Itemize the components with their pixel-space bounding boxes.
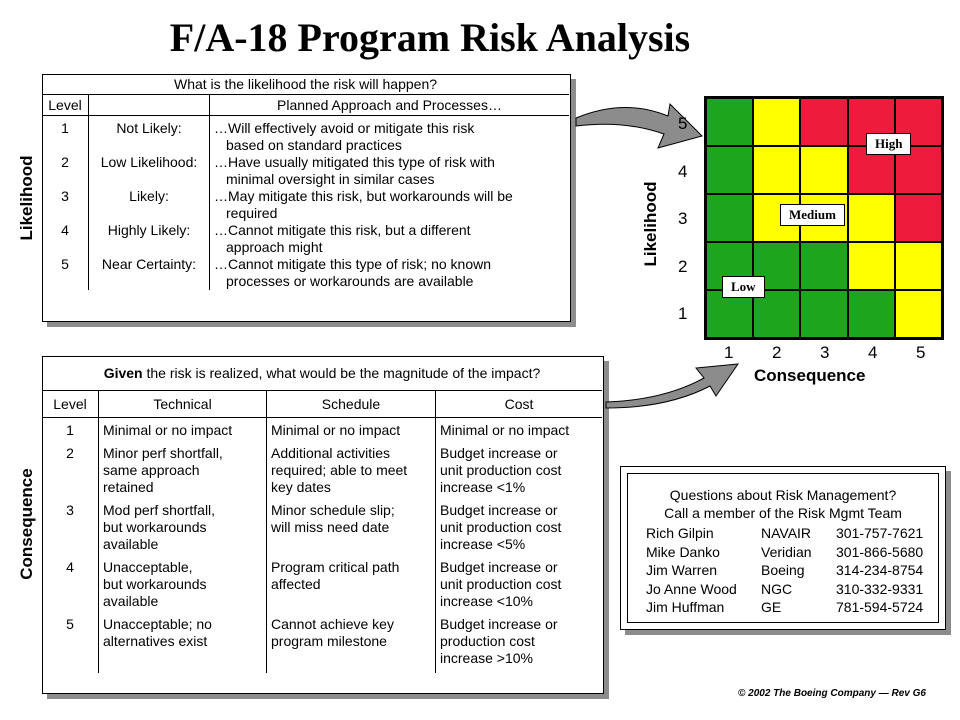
consequence-technical-line: Unacceptable, — [103, 559, 193, 575]
contact-phone: 310-332-9331 — [836, 580, 924, 597]
matrix-cell — [706, 98, 753, 146]
contact-phone: 314-234-8754 — [836, 562, 924, 578]
consequence-schedule-line: key dates — [271, 479, 331, 495]
consequence-cost — [436, 559, 603, 616]
consequence-technical-line: Mod perf shortfall, — [103, 502, 216, 518]
question-given: Given — [103, 364, 143, 381]
consequence-schedule — [267, 445, 436, 502]
consequence-col-schedule: Schedule — [267, 391, 436, 418]
contact-name: Jim Huffman — [646, 599, 725, 615]
likelihood-col-blank — [89, 95, 210, 116]
matrix-cell — [706, 146, 753, 194]
likelihood-name: Likely: — [89, 188, 210, 205]
consequence-technical-line: same approach — [103, 462, 200, 478]
contact-name: Jo Anne Wood — [646, 580, 737, 597]
page-title: F/A-18 Program Risk Analysis — [169, 15, 691, 60]
matrix-cell — [848, 290, 895, 338]
contact-phone: 301-866-5680 — [836, 543, 924, 560]
consequence-cost-line: increase >10% — [440, 650, 534, 666]
contact-org: Boeing — [761, 562, 805, 578]
likelihood-desc-cont: approach might — [226, 239, 323, 255]
matrix-y-label: Likelihood — [641, 181, 660, 267]
consequence-cost — [436, 616, 603, 673]
matrix-cell — [848, 242, 895, 290]
x-tick-label: 1 — [724, 343, 734, 362]
likelihood-row — [42, 171, 569, 188]
consequence-cost-line: production cost — [440, 633, 535, 649]
likelihood-col-approach: Planned Approach and Processes… — [210, 95, 570, 116]
consequence-cost — [436, 445, 603, 502]
consequence-row — [42, 559, 602, 616]
likelihood-desc: …May mitigate this risk, but workarounds will be — [214, 188, 513, 204]
consequence-technical-line: retained — [103, 479, 154, 495]
y-tick-label: 4 — [678, 161, 688, 181]
likelihood-row — [42, 154, 569, 171]
consequence-technical-line: but workarounds — [103, 519, 207, 535]
matrix-cell — [800, 98, 847, 146]
contact-name: Jim Warren — [646, 562, 718, 578]
likelihood-desc: …Cannot mitigate this type of risk; no known — [214, 256, 492, 272]
consequence-schedule-line: affected — [271, 576, 321, 592]
consequence-row — [42, 616, 602, 673]
consequence-technical-line: Minimal or no impact — [103, 422, 233, 438]
contact-line1: Questions about Risk Management? — [669, 487, 897, 503]
consequence-schedule-line: will miss need date — [271, 519, 390, 535]
likelihood-desc: …Have usually mitigated this type of risk with — [214, 154, 495, 170]
likelihood-level: 2 — [42, 154, 89, 171]
likelihood-row — [42, 116, 569, 138]
matrix-label-medium: Medium — [780, 204, 845, 226]
copyright-footer: © 2002 The Boeing Company — Rev G6 — [738, 688, 926, 699]
likelihood-name: Near Certainty: — [89, 256, 210, 273]
consequence-cost-line: unit production cost — [440, 462, 562, 478]
likelihood-row — [42, 222, 569, 239]
consequence-level: 4 — [42, 559, 99, 616]
matrix-cell — [800, 242, 847, 290]
likelihood-row — [42, 188, 569, 205]
consequence-cost-line: Budget increase or — [440, 502, 558, 518]
likelihood-question: What is the likelihood the risk will happen? — [42, 74, 569, 95]
consequence-question — [42, 356, 602, 391]
consequence-level: 1 — [42, 418, 99, 446]
contact-row — [646, 524, 926, 543]
likelihood-desc-cont: minimal oversight in similar cases — [226, 171, 435, 187]
consequence-cost-line: increase <5% — [440, 536, 526, 552]
consequence-row — [42, 502, 602, 559]
likelihood-table — [42, 74, 569, 290]
y-tick-label: 2 — [678, 256, 688, 276]
matrix-cell — [895, 242, 942, 290]
consequence-col-level: Level — [42, 391, 99, 418]
contact-org: GE — [761, 599, 782, 615]
consequence-technical — [99, 445, 267, 502]
contact-org: NAVAIR — [761, 525, 812, 541]
consequence-cost-line: unit production cost — [440, 519, 562, 535]
contact-list — [646, 524, 926, 617]
contact-box-inner — [627, 473, 939, 623]
likelihood-desc-cont: required — [226, 205, 278, 221]
contact-row — [646, 543, 926, 562]
matrix-cell — [753, 98, 800, 146]
y-tick-label: 3 — [678, 209, 688, 228]
consequence-cost-line: unit production cost — [440, 576, 562, 592]
matrix-cell — [895, 194, 942, 242]
consequence-technical — [99, 616, 267, 673]
y-tick-label: 1 — [678, 304, 688, 323]
consequence-level: 2 — [42, 445, 99, 502]
consequence-cost-line: Budget increase or — [440, 445, 558, 461]
consequence-cost-line: Minimal or no impact — [440, 422, 570, 438]
consequence-schedule — [267, 418, 436, 446]
likelihood-name: Highly Likely: — [89, 222, 210, 239]
consequence-cost — [436, 502, 603, 559]
consequence-schedule-line: required; able to meet — [271, 462, 408, 478]
likelihood-row — [42, 239, 569, 256]
consequence-cost-line: Budget increase or — [440, 616, 558, 632]
consequence-schedule — [267, 616, 436, 673]
likelihood-row — [42, 137, 569, 154]
contact-name: Mike Danko — [646, 543, 720, 560]
consequence-schedule-line: Additional activities — [271, 445, 391, 461]
likelihood-side-label: Likelihood — [17, 155, 36, 241]
consequence-technical-line: available — [103, 536, 159, 552]
arrow-from-consequence-icon — [604, 356, 740, 412]
consequence-schedule-line: Program critical path — [271, 559, 400, 575]
consequence-schedule — [267, 502, 436, 559]
contact-box — [620, 466, 946, 630]
consequence-cost-line: Budget increase or — [440, 559, 558, 575]
matrix-cell — [848, 194, 895, 242]
consequence-level: 5 — [42, 616, 99, 673]
consequence-cost-line: increase <10% — [440, 593, 534, 609]
consequence-schedule-line: Cannot achieve key — [271, 616, 394, 632]
contact-row — [646, 561, 926, 580]
consequence-technical — [99, 559, 267, 616]
consequence-table — [42, 356, 602, 673]
likelihood-row — [42, 273, 569, 290]
x-tick-label: 4 — [868, 343, 878, 362]
consequence-row — [42, 418, 602, 446]
likelihood-desc-cont: based on standard practices — [226, 137, 402, 153]
likelihood-row — [42, 205, 569, 222]
matrix-cell — [706, 194, 753, 242]
x-tick-label: 5 — [916, 343, 926, 362]
likelihood-level: 4 — [42, 222, 89, 239]
consequence-side-label: Consequence — [17, 468, 36, 580]
consequence-row — [42, 445, 602, 502]
contact-org: NGC — [761, 580, 793, 597]
question-rest: the risk is realized, what would be the magnitude of the impact? — [142, 364, 541, 381]
likelihood-level: 5 — [42, 256, 89, 273]
likelihood-row — [42, 256, 569, 273]
likelihood-desc: …Will effectively avoid or mitigate this risk — [214, 120, 475, 136]
likelihood-level: 3 — [42, 188, 89, 205]
consequence-col-technical: Technical — [99, 391, 267, 418]
matrix-label-high: High — [866, 133, 911, 155]
contact-phone: 781-594-5724 — [836, 599, 924, 615]
likelihood-name: Low Likelihood: — [89, 154, 210, 171]
matrix-cell — [800, 290, 847, 338]
matrix-label-low: Low — [722, 276, 765, 298]
likelihood-col-level: Level — [42, 95, 89, 116]
likelihood-desc-cont: processes or workarounds are available — [226, 273, 474, 289]
x-tick-label: 2 — [772, 343, 782, 362]
consequence-col-cost: Cost — [436, 391, 603, 418]
matrix-cell — [800, 146, 847, 194]
consequence-schedule — [267, 559, 436, 616]
contact-line2: Call a member of the Risk Mgmt Team — [664, 505, 902, 521]
consequence-technical-line: available — [103, 593, 159, 609]
consequence-technical-line: alternatives exist — [103, 633, 208, 649]
consequence-cost — [436, 418, 603, 446]
consequence-technical-line: Minor perf shortfall, — [103, 445, 223, 461]
contact-row — [646, 580, 926, 599]
consequence-technical-line: but workarounds — [103, 576, 207, 592]
contact-phone: 301-757-7621 — [836, 525, 924, 541]
contact-row — [646, 598, 926, 617]
matrix-cell — [753, 146, 800, 194]
contact-name: Rich Gilpin — [646, 525, 714, 541]
consequence-schedule-line: program milestone — [271, 633, 387, 649]
likelihood-desc: …Cannot mitigate this risk, but a different — [214, 222, 471, 238]
consequence-schedule-line: Minor schedule slip; — [271, 502, 395, 518]
consequence-cost-line: increase <1% — [440, 479, 526, 495]
matrix-cell — [895, 290, 942, 338]
y-tick-label: 5 — [678, 114, 688, 133]
likelihood-level: 1 — [42, 116, 89, 138]
likelihood-name: Not Likely: — [89, 116, 210, 138]
consequence-technical — [99, 502, 267, 559]
matrix-x-label: Consequence — [754, 366, 866, 385]
consequence-technical — [99, 418, 267, 446]
consequence-schedule-line: Minimal or no impact — [271, 422, 401, 438]
consequence-technical-line: Unacceptable; no — [103, 616, 212, 632]
consequence-level: 3 — [42, 502, 99, 559]
x-tick-label: 3 — [820, 343, 830, 362]
contact-org: Veridian — [761, 543, 812, 560]
